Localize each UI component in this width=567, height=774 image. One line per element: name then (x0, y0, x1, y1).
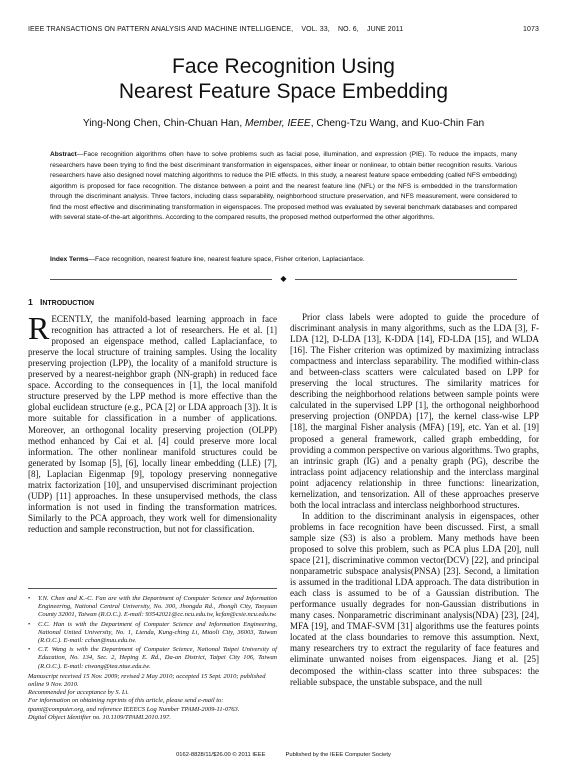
bullet-icon: • (28, 595, 31, 602)
reprints-info: For information on obtaining reprints of this article, please send e-mail to: tpami@computer.org, and reference IEEECS Log Number TPAMI-2009-11-0763. (28, 697, 240, 713)
page-footer (0, 752, 567, 758)
footnote-rule (28, 588, 277, 589)
footnote-affiliation-3 (28, 646, 277, 671)
publisher: Published by the IEEE Computer Society (285, 752, 391, 758)
section-heading (28, 297, 277, 309)
footnote-text: Y.N. Chen and K.-C. Fan are with the Department of Computer Science and Information Engineering, National Central University, No. 300, Jhongda Rd., Jhongli City, Taoyuan County 32001, Taiwan (R.O.C.). E-mail: 93542021@cc.ncu.edu.tw, kcfan@csie.ncu.edu.tw. (38, 595, 277, 619)
left-column (28, 297, 277, 535)
diamond-icon: ◆ (280, 274, 287, 283)
manuscript-info: Manuscript received 15 Nov. 2009; revised 2 May 2010; accepted 15 Sept. 2010; published online 9 Nov. 2010. (28, 672, 266, 689)
title-line-1: Face Recognition Using (172, 55, 395, 78)
section-heading-rest: NTRODUCTION (42, 300, 95, 307)
right-paragraph-2: In addition to the discriminant analysis in eigenspaces, other problems in face recognition have been discussed. First, a small sample size (S3) is also a problem. Many methods have been proposed to solve this problem, such as PCA plus LDA [20], null space [21], discriminative common vector(DCV) [22], and principal nonparametric subspace analysis(PNSA) [23]. Second, a limitation is assumed in the traditional LDA approach. The data distribution in each class is assumed to be of a Gaussian distribution. The performance usually degrades for non-Gaussian distributions in many cases. Nonparametric discriminant analysis(NDA) [23], [24], MFA [19], and TMAF-SVM [31] algorithms use the features points located at the class boundaries to remove this assumption. Next, many researchers try to extract the regularity of face features and eliminate unwanted noises from eigenspaces. Jiang et al. [25] decomposed the within-class scatter into three subspaces: the reliable subspace, the unstable subspace, and the null (290, 510, 539, 687)
abstract-text: —Face recognition algorithms often have to solve problems such as facial pose, illumination, and expression (PIE). To reduce the impacts, many researchers have been trying to find the best discriminant transformation in eigenspaces, either linear or nonlinear, to obtain better recognition results. Various researchers have also designed novel matching algorithms to reduce the PIE effects. In this study, a nearest feature space embedding (called NFS embedding) algorithm is proposed for face recognition. The distance between a point and the nearest feature line (NFL) or the NFS is embedded in the transformation through the discriminant analysis. Three factors, including class separability, neighborhood structure preservation, and NFS measurement, were considered to find the most effective and discriminating transformation in eigenspaces. The proposed method was evaluated by several benchmark databases and compared with several state-of-the-art algorithms. According to the compared results, the proposed method outperformed the other algorithms. (50, 151, 517, 221)
recommended-info: Recommended for acceptance by S. Li. (28, 689, 129, 697)
intro-paragraph-1 (28, 310, 277, 535)
authors-part-2: , Cheng-Tzu Wang, and Kuo-Chin Fan (310, 118, 485, 129)
footnote-text: C.C. Han is with the Department of Computer Science and Information Engineering, National United University, No. 1, Lienda, Kung-ching Li, Miaoli City, 36003, Taiwan (R.O.C.). E-mail: cchan@nuu.edu.tw. (38, 620, 277, 645)
page-number: 1073 (523, 26, 539, 33)
intro-paragraph-1-text: ECENTLY, the manifold-based learning approach in face recognition has attracted a lot of researchers. He et al. [1] proposed an eigenspace method, called Laplacianface, to preserve the local structure of training samples. Using the locality preserving projection (LPP), the locality of a manifold structure is preserved by a nearest-neighbor graph (NN-graph) in reduced face space. According to the consequences in [1], the local manifold structure preserved by the LPP method is more effective than the global euclidean structure (e.g., PCA [2] or LDA approach [3]). It is more suitable for classification in a number of applications. Moreover, an orthogonal locality preserving projection (OLPP) method enhanced by Cai et al. [4] could preserve more local information. The other nonlinear manifold structures could be generated by Isomap [5], [6], locally linear embedding (LLE) [7], [8], Laplacian Eigenmap [9], topology preserving nonnegative matrix factorization [10], and unsupervised discriminant projection (UDP) [11] approaches. In these unsupervised methods, the class information is not used in finding the transformation matrices. Similarly to the PCA approach, they work well for dimensionality reduction and sample reconstruction, but not for classification. (28, 314, 277, 534)
abstract (50, 150, 517, 224)
section-number: 1 (28, 297, 33, 307)
right-column (290, 312, 539, 688)
journal-name: IEEE TRANSACTIONS ON PATTERN ANALYSIS AND MACHINE INTELLIGENCE, VOL. 33, NO. 6, JUNE 2011 (28, 26, 404, 33)
footnote-affiliation-2 (28, 621, 277, 646)
author-list (0, 118, 567, 129)
divider-line-left (50, 279, 272, 280)
abstract-label: Abstract (50, 151, 77, 158)
right-paragraph-1: Prior class labels were adopted to guide the procedure of discriminant analysis in many algorithms, such as the LDA [3], F-LDA [12], D-LDA [13], K-DDA [14], FD-LDA [15], and WLDA [16]. The Fisher criterion was optimized by maximizing intraclass compactness and interclass separability. The modified within-class and between-class scatters were calculated based on LPP for preserving the local structures. The similarity matrices for describing the neighborhood relations between sample points were calculated in the supervised LPP [1], the orthogonal neighborhood preserving projection (ONPDA) [17], the kernel class-wise LPP [18], the marginal Fisher analysis (MFA) [19], etc. Yan et al. [19] proposed a general framework, called graph embedding, for providing a common perspective on various algorithms. Two graphs, an intrinsic graph (IG) and a penalty graph (PG), describe the intraclass point adjacency relationship and the interclass marginal point adjacency relationship in three functions: linearization, kernelization, and tensorization. All of these approaches preserve both the local intraclass and interclass neighborhood structures. (290, 312, 539, 510)
footnotes (28, 588, 277, 722)
doi-info: Digital Object Identifier no. 10.1109/TPAMI.2010.197. (28, 713, 171, 721)
section-heading-first: I (39, 297, 43, 307)
bullet-icon: • (28, 646, 31, 654)
divider-line-right (295, 279, 517, 280)
section-divider (50, 275, 517, 285)
footnote-text: C.T. Wang is with the Department of Computer Science, National Taipei University of Education, No. 134, Sec. 2, Heping E. Rd., Da-an District, Taipei City 106, Taiwan (R.O.C.). E-mail: ctwang@tea.ntue.edu.tw. (38, 646, 277, 670)
title-line-2: Nearest Feature Space Embedding (118, 80, 449, 103)
index-terms (50, 255, 517, 265)
paper-title (0, 54, 567, 104)
copyright: 0162-8828/11/$26.00 © 2011 IEEE (176, 752, 266, 758)
index-terms-label: Index Terms (50, 256, 89, 263)
running-head (28, 26, 539, 33)
bullet-icon: • (28, 620, 31, 628)
drop-cap: R (28, 310, 50, 347)
footnote-affiliation-1 (28, 595, 277, 620)
authors-part-1: Ying-Nong Chen, Chin-Chuan Han, (82, 118, 245, 129)
index-terms-text: —Face recognition, nearest feature line, nearest feature space, Fisher criterion, Laplacianface. (88, 256, 365, 263)
member-ieee: Member, IEEE (245, 118, 311, 129)
